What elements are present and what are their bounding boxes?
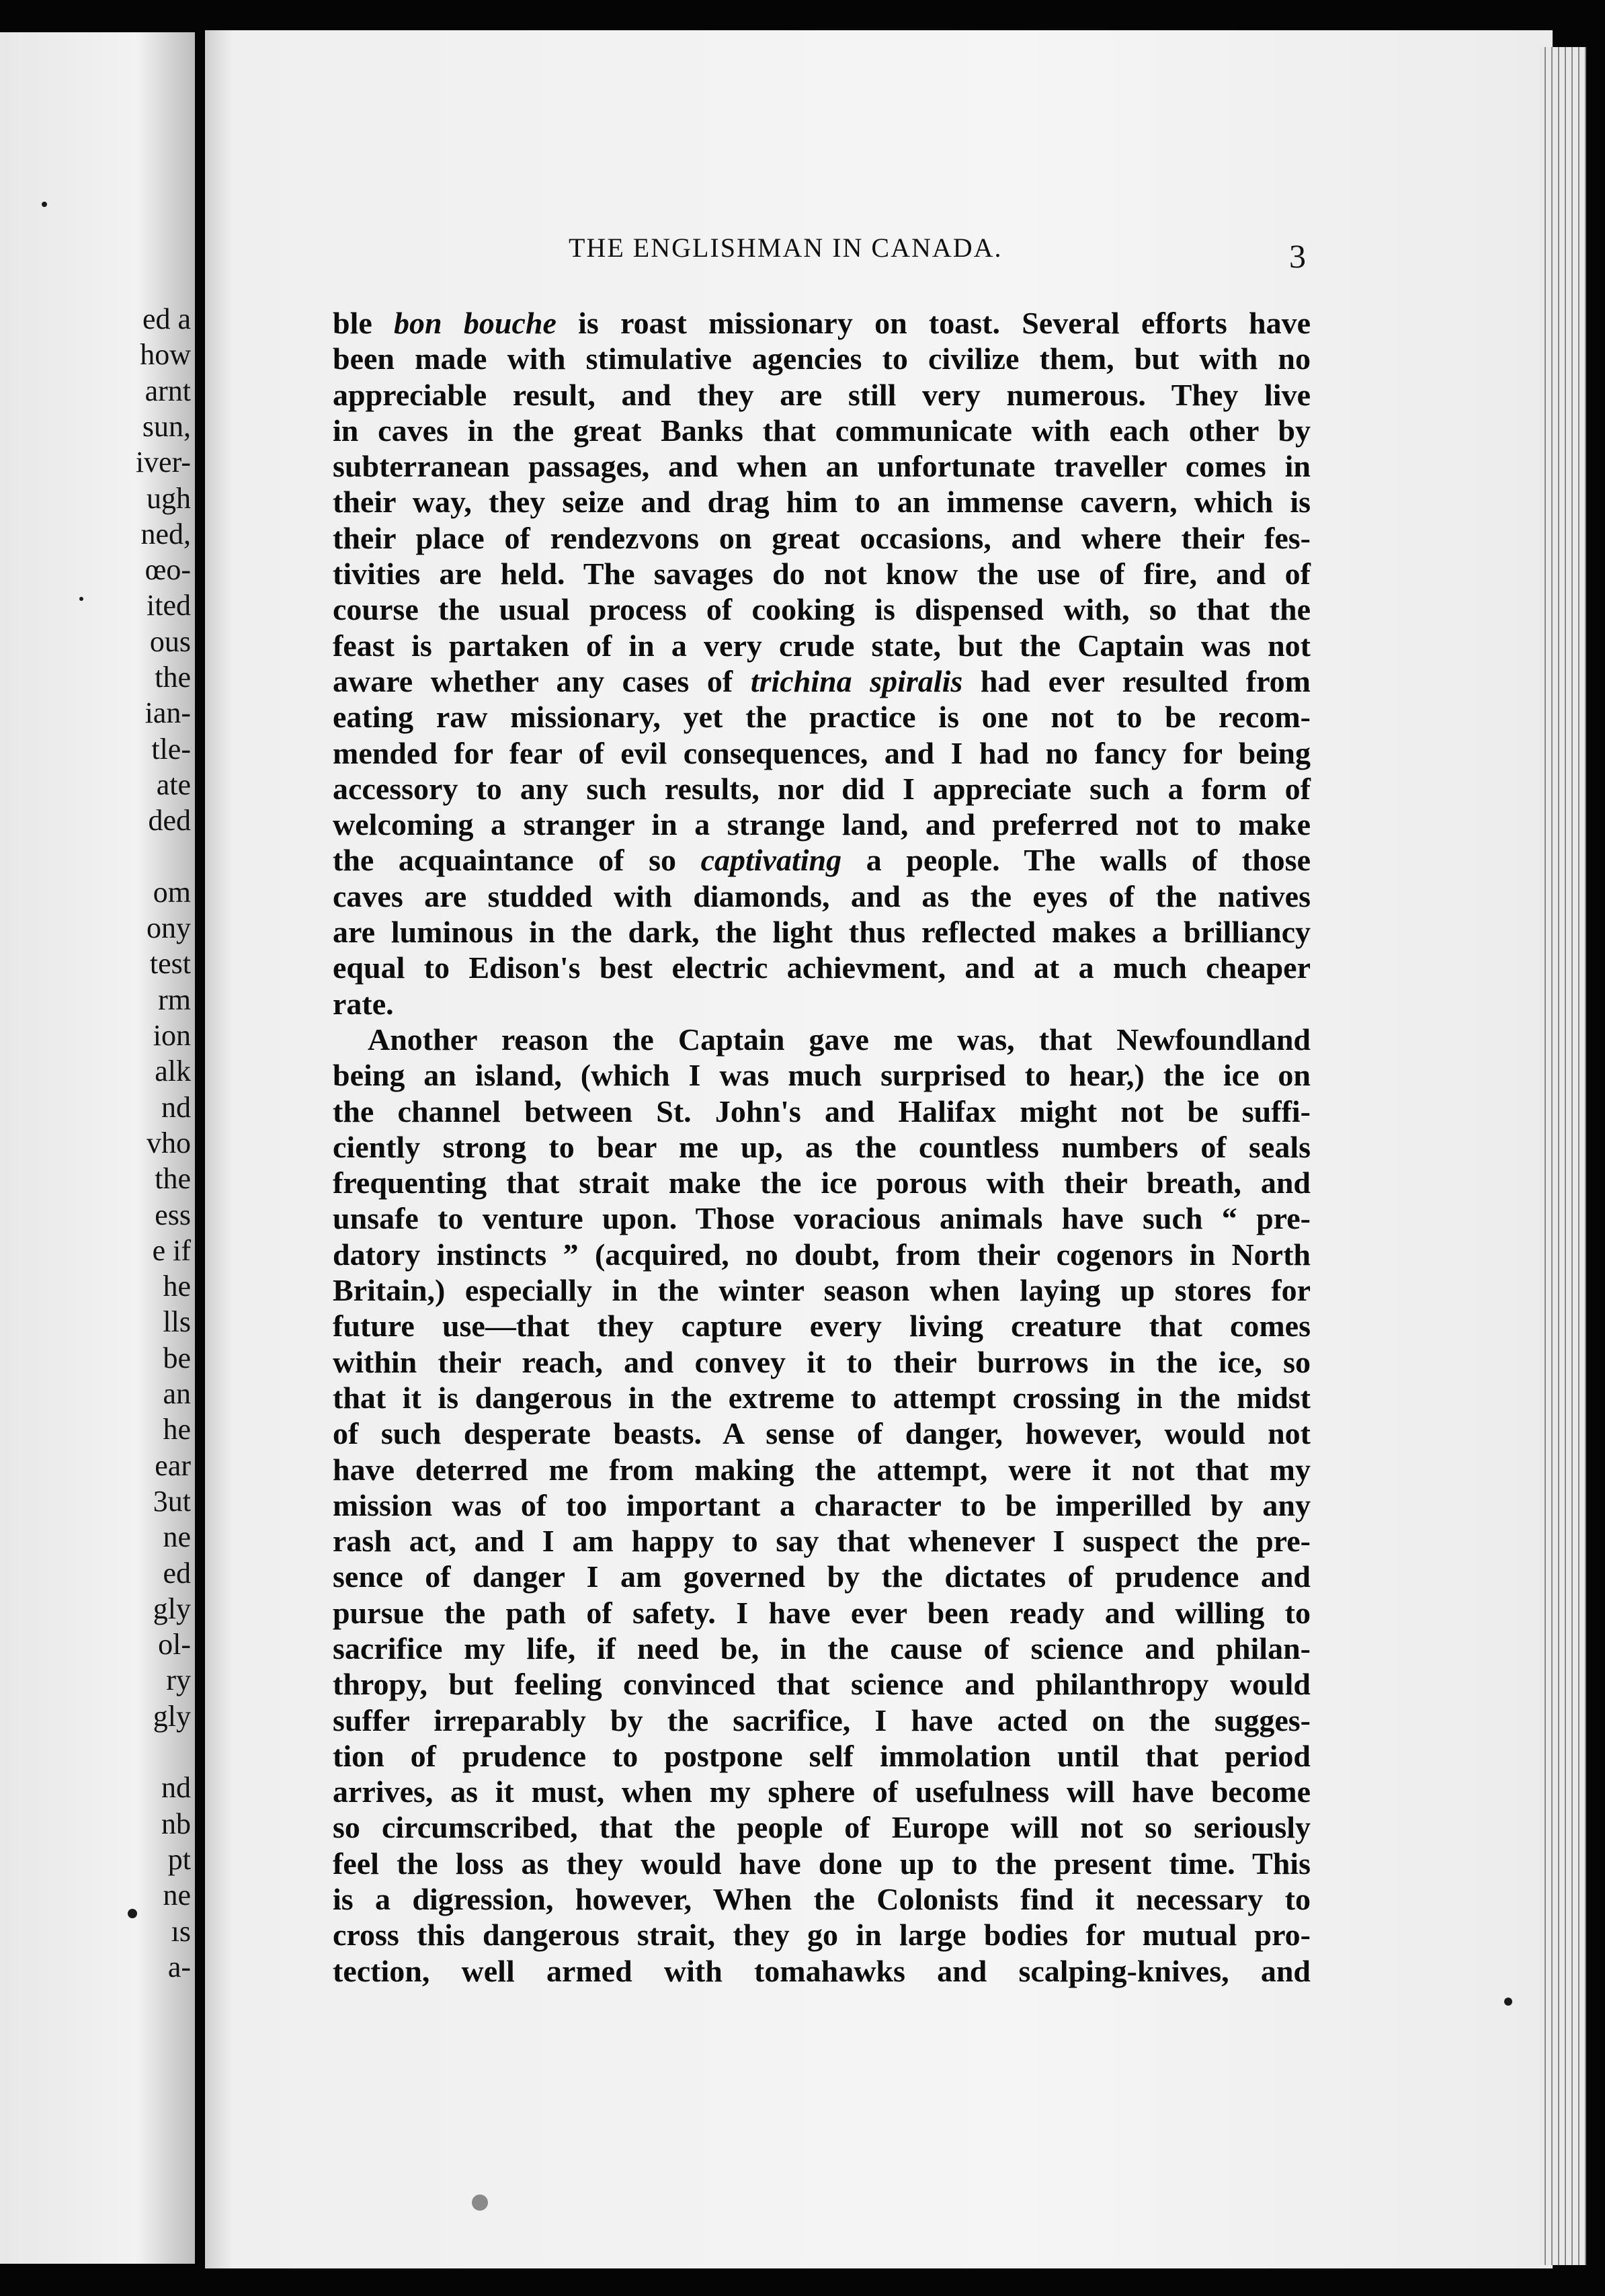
facing-page-fragment: vho bbox=[147, 1126, 191, 1159]
text-segment: being an island, (which I was much surprised to hear,) the ice on bbox=[333, 1058, 1311, 1093]
facing-page-fragment: lls bbox=[163, 1305, 191, 1339]
body-text bbox=[333, 305, 1311, 1989]
text-line bbox=[333, 986, 1311, 1022]
facing-page-fragment: 3ut bbox=[153, 1484, 191, 1518]
text-segment: frequenting that strait make the ice porous with their breath, and bbox=[333, 1165, 1311, 1200]
text-segment: rate. bbox=[333, 986, 394, 1021]
text-segment: rash act, and I am happy to say that whenever I suspect the pre- bbox=[333, 1524, 1311, 1559]
text-segment: appreciable result, and they are still very numerous. They live bbox=[333, 377, 1311, 412]
text-segment: feel the loss as they would have done up to the present time. This bbox=[333, 1846, 1311, 1881]
text-segment: had ever resulted from bbox=[962, 663, 1311, 698]
text-line bbox=[333, 771, 1311, 807]
facing-page-fragment: the bbox=[155, 1162, 191, 1196]
text-line bbox=[333, 1738, 1311, 1774]
text-line bbox=[333, 448, 1311, 484]
text-line bbox=[333, 1200, 1311, 1236]
facing-page-fragment: be bbox=[163, 1341, 191, 1375]
text-line bbox=[333, 1416, 1311, 1451]
facing-page-fragment: nd bbox=[161, 1771, 191, 1805]
text-line bbox=[333, 305, 1311, 341]
text-line bbox=[333, 1809, 1311, 1845]
facing-page-fragment: he bbox=[163, 1413, 191, 1446]
text-segment: course the usual process of cooking is dispensed with, so that the bbox=[333, 592, 1311, 627]
text-line bbox=[333, 1559, 1311, 1594]
text-line bbox=[333, 1165, 1311, 1200]
text-line bbox=[333, 1272, 1311, 1308]
text-segment: their way, they seize and drag him to an immense cavern, which is bbox=[333, 485, 1311, 520]
facing-page-fragment: arnt bbox=[145, 374, 191, 407]
text-segment: ciently strong to bear me up, as the countless numbers of seals bbox=[333, 1129, 1311, 1164]
ink-speck bbox=[1504, 1998, 1512, 2006]
text-line bbox=[333, 1774, 1311, 1809]
italic-phrase: bon bouche bbox=[394, 306, 557, 340]
text-segment: their place of rendezvons on great occasions, and where their fes- bbox=[333, 520, 1311, 555]
text-segment: eating raw missionary, yet the practice is one not to be recom- bbox=[333, 700, 1311, 735]
facing-page-fragment: ne bbox=[163, 1879, 191, 1912]
text-line bbox=[333, 699, 1311, 735]
text-line bbox=[333, 1452, 1311, 1487]
ink-speck bbox=[128, 1909, 137, 1918]
text-line bbox=[333, 1380, 1311, 1416]
text-segment: subterranean passages, and when an unfortunate traveller comes in bbox=[333, 449, 1311, 484]
text-segment: tection, well armed with tomahawks and scalping-knives, and bbox=[333, 1953, 1311, 1988]
page-number: 3 bbox=[1289, 237, 1306, 275]
facing-page-fragment: nb bbox=[161, 1807, 191, 1840]
text-segment: future use—that they capture every living creature that comes bbox=[333, 1309, 1311, 1344]
page-edge-stack bbox=[1539, 47, 1586, 2265]
text-segment: is roast missionary on toast. Several efforts have bbox=[556, 306, 1311, 340]
facing-page-fragment: how bbox=[140, 338, 191, 372]
facing-page-fragment: ed bbox=[163, 1556, 191, 1590]
text-line bbox=[333, 1308, 1311, 1344]
text-line bbox=[333, 1057, 1311, 1093]
facing-page-fragment: ess bbox=[155, 1198, 191, 1231]
facing-page-fragment: ited bbox=[147, 589, 191, 622]
facing-page-fragment: ony bbox=[147, 911, 191, 945]
text-line bbox=[333, 1523, 1311, 1559]
text-segment: thropy, but feeling convinced that science and philanthropy would bbox=[333, 1667, 1311, 1702]
text-line bbox=[333, 591, 1311, 627]
text-segment: mission was of too important a character to be imperilled by any bbox=[333, 1487, 1311, 1522]
text-line bbox=[333, 950, 1311, 985]
text-segment: is a digression, however, When the Colonists find it necessary to bbox=[333, 1882, 1311, 1917]
facing-page-fragment: sun, bbox=[142, 409, 191, 443]
text-segment: feast is partaken of in a very crude state, but the Captain was not bbox=[333, 628, 1311, 663]
text-segment: equal to Edison's best electric achievment, and at a much cheaper bbox=[333, 950, 1311, 985]
text-line bbox=[333, 735, 1311, 771]
text-segment: pursue the path of safety. I have ever been ready and willing to bbox=[333, 1595, 1311, 1630]
facing-page-fragment: nd bbox=[161, 1090, 191, 1124]
facing-page-fragment: ned, bbox=[140, 517, 191, 550]
text-line bbox=[333, 556, 1311, 591]
text-line bbox=[333, 1666, 1311, 1702]
facing-page-fragment: ne bbox=[163, 1520, 191, 1554]
text-segment: ble bbox=[333, 306, 395, 340]
ink-speck bbox=[472, 2195, 488, 2211]
facing-page-fragment: ıs bbox=[171, 1914, 191, 1948]
text-line bbox=[333, 1953, 1311, 1989]
text-segment: are luminous in the dark, the light thus reflected makes a brilliancy bbox=[333, 915, 1311, 950]
text-line bbox=[333, 1022, 1311, 1057]
text-line bbox=[333, 377, 1311, 413]
text-line bbox=[333, 1846, 1311, 1881]
facing-page-fragment: ol- bbox=[158, 1628, 191, 1662]
facing-page-fragment: om bbox=[153, 875, 191, 909]
text-segment: caves are studded with diamonds, and as the eyes of the natives bbox=[333, 878, 1311, 913]
facing-page-fragment: œo- bbox=[145, 553, 191, 587]
italic-phrase: trichina spiralis bbox=[750, 663, 963, 698]
text-segment: of such desperate beasts. A sense of danger, however, would not bbox=[333, 1416, 1311, 1451]
facing-page-fragment: ded bbox=[148, 804, 191, 837]
text-line bbox=[333, 1595, 1311, 1631]
text-segment: datory instincts ” (acquired, no doubt, from their cogenors in North bbox=[333, 1237, 1311, 1272]
text-segment: cross this dangerous strait, they go in large bodies for mutual pro- bbox=[333, 1918, 1311, 1953]
text-segment: unsafe to venture upon. Those voracious animals have such “ pre- bbox=[333, 1201, 1311, 1236]
facing-page-fragment: ugh bbox=[147, 481, 191, 515]
text-line bbox=[333, 520, 1311, 556]
facing-page-fragment: ed a bbox=[142, 302, 191, 335]
text-line bbox=[333, 842, 1311, 878]
facing-page-fragment: test bbox=[149, 947, 191, 981]
facing-page-fragment: ous bbox=[149, 624, 191, 658]
text-line bbox=[333, 413, 1311, 448]
ink-speck bbox=[42, 202, 47, 207]
text-segment: aware whether any cases of bbox=[333, 663, 751, 698]
text-line bbox=[333, 1487, 1311, 1523]
text-segment: tivities are held. The savages do not know the use of fire, and of bbox=[333, 557, 1311, 591]
text-segment: the acquaintance of so bbox=[333, 843, 701, 878]
text-segment: sence of danger I am governed by the dictates of prudence and bbox=[333, 1559, 1311, 1594]
facing-page bbox=[0, 32, 195, 2264]
text-segment: have deterred me from making the attempt, were it not that my bbox=[333, 1452, 1311, 1487]
text-line bbox=[333, 1881, 1311, 1917]
facing-page-fragment: ate bbox=[156, 768, 191, 801]
facing-page-fragment: ion bbox=[153, 1019, 191, 1052]
text-segment: tion of prudence to postpone self immolation until that period bbox=[333, 1738, 1311, 1773]
text-segment: in caves in the great Banks that communicate with each other by bbox=[333, 413, 1311, 448]
facing-page-fragment: ian- bbox=[145, 696, 191, 730]
text-segment: arrives, as it must, when my sphere of usefulness will have become bbox=[333, 1774, 1311, 1809]
text-line bbox=[333, 878, 1311, 914]
text-segment: that it is dangerous in the extreme to attempt crossing in the midst bbox=[333, 1380, 1311, 1415]
text-segment: suffer irreparably by the sacrifice, I have acted on the sugges- bbox=[333, 1703, 1311, 1737]
text-segment: so circumscribed, that the people of Europe will not so seriously bbox=[333, 1810, 1311, 1845]
facing-page-fragment: iver- bbox=[135, 446, 191, 479]
text-line bbox=[333, 1344, 1311, 1380]
text-segment: welcoming a stranger in a strange land, and preferred not to make bbox=[333, 807, 1311, 842]
text-line bbox=[333, 1094, 1311, 1129]
text-line bbox=[333, 807, 1311, 842]
facing-page-fragment: alk bbox=[155, 1055, 191, 1088]
running-head: THE ENGLISHMAN IN CANADA. bbox=[569, 233, 1003, 263]
facing-page-fragment: ry bbox=[166, 1664, 191, 1697]
text-line bbox=[333, 914, 1311, 950]
facing-page-fragment: gly bbox=[153, 1592, 191, 1625]
facing-page-fragment: pt bbox=[167, 1842, 191, 1876]
text-segment: a people. The walls of those bbox=[841, 843, 1311, 878]
text-line bbox=[333, 341, 1311, 376]
text-segment: within their reach, and convey it to their burrows in the ice, so bbox=[333, 1344, 1311, 1379]
facing-page-fragment: he bbox=[163, 1270, 191, 1303]
text-line bbox=[333, 628, 1311, 663]
text-segment: Britain,) especially in the winter season when laying up stores for bbox=[333, 1273, 1311, 1308]
text-line bbox=[333, 1917, 1311, 1953]
facing-page-fragment: tle- bbox=[151, 732, 191, 766]
text-segment: been made with stimulative agencies to civilize them, but with no bbox=[333, 341, 1311, 376]
facing-page-fragment: a- bbox=[167, 1950, 191, 1983]
text-line bbox=[333, 1237, 1311, 1272]
facing-page-fragment: ear bbox=[155, 1448, 191, 1482]
facing-page-fragment: the bbox=[155, 661, 191, 694]
italic-phrase: captivating bbox=[700, 843, 842, 878]
text-line bbox=[333, 484, 1311, 520]
text-line bbox=[333, 1703, 1311, 1738]
facing-page-fragment: rm bbox=[158, 983, 191, 1016]
facing-page-fragment: e if bbox=[152, 1233, 191, 1267]
text-line bbox=[333, 1631, 1311, 1666]
text-line bbox=[333, 663, 1311, 699]
facing-page-fragment: gly bbox=[153, 1699, 191, 1733]
text-segment: Another reason the Captain gave me was, that Newfoundland bbox=[368, 1022, 1311, 1057]
ink-speck bbox=[79, 597, 83, 601]
text-line bbox=[333, 1129, 1311, 1165]
text-segment: mended for fear of evil consequences, and I had no fancy for being bbox=[333, 735, 1311, 770]
text-segment: the channel between St. John's and Halifax might not be suffi- bbox=[333, 1094, 1311, 1129]
facing-page-fragment: an bbox=[163, 1377, 191, 1410]
text-segment: accessory to any such results, nor did I appreciate such a form of bbox=[333, 771, 1311, 806]
text-segment: sacrifice my life, if need be, in the cause of science and philan- bbox=[333, 1631, 1311, 1666]
